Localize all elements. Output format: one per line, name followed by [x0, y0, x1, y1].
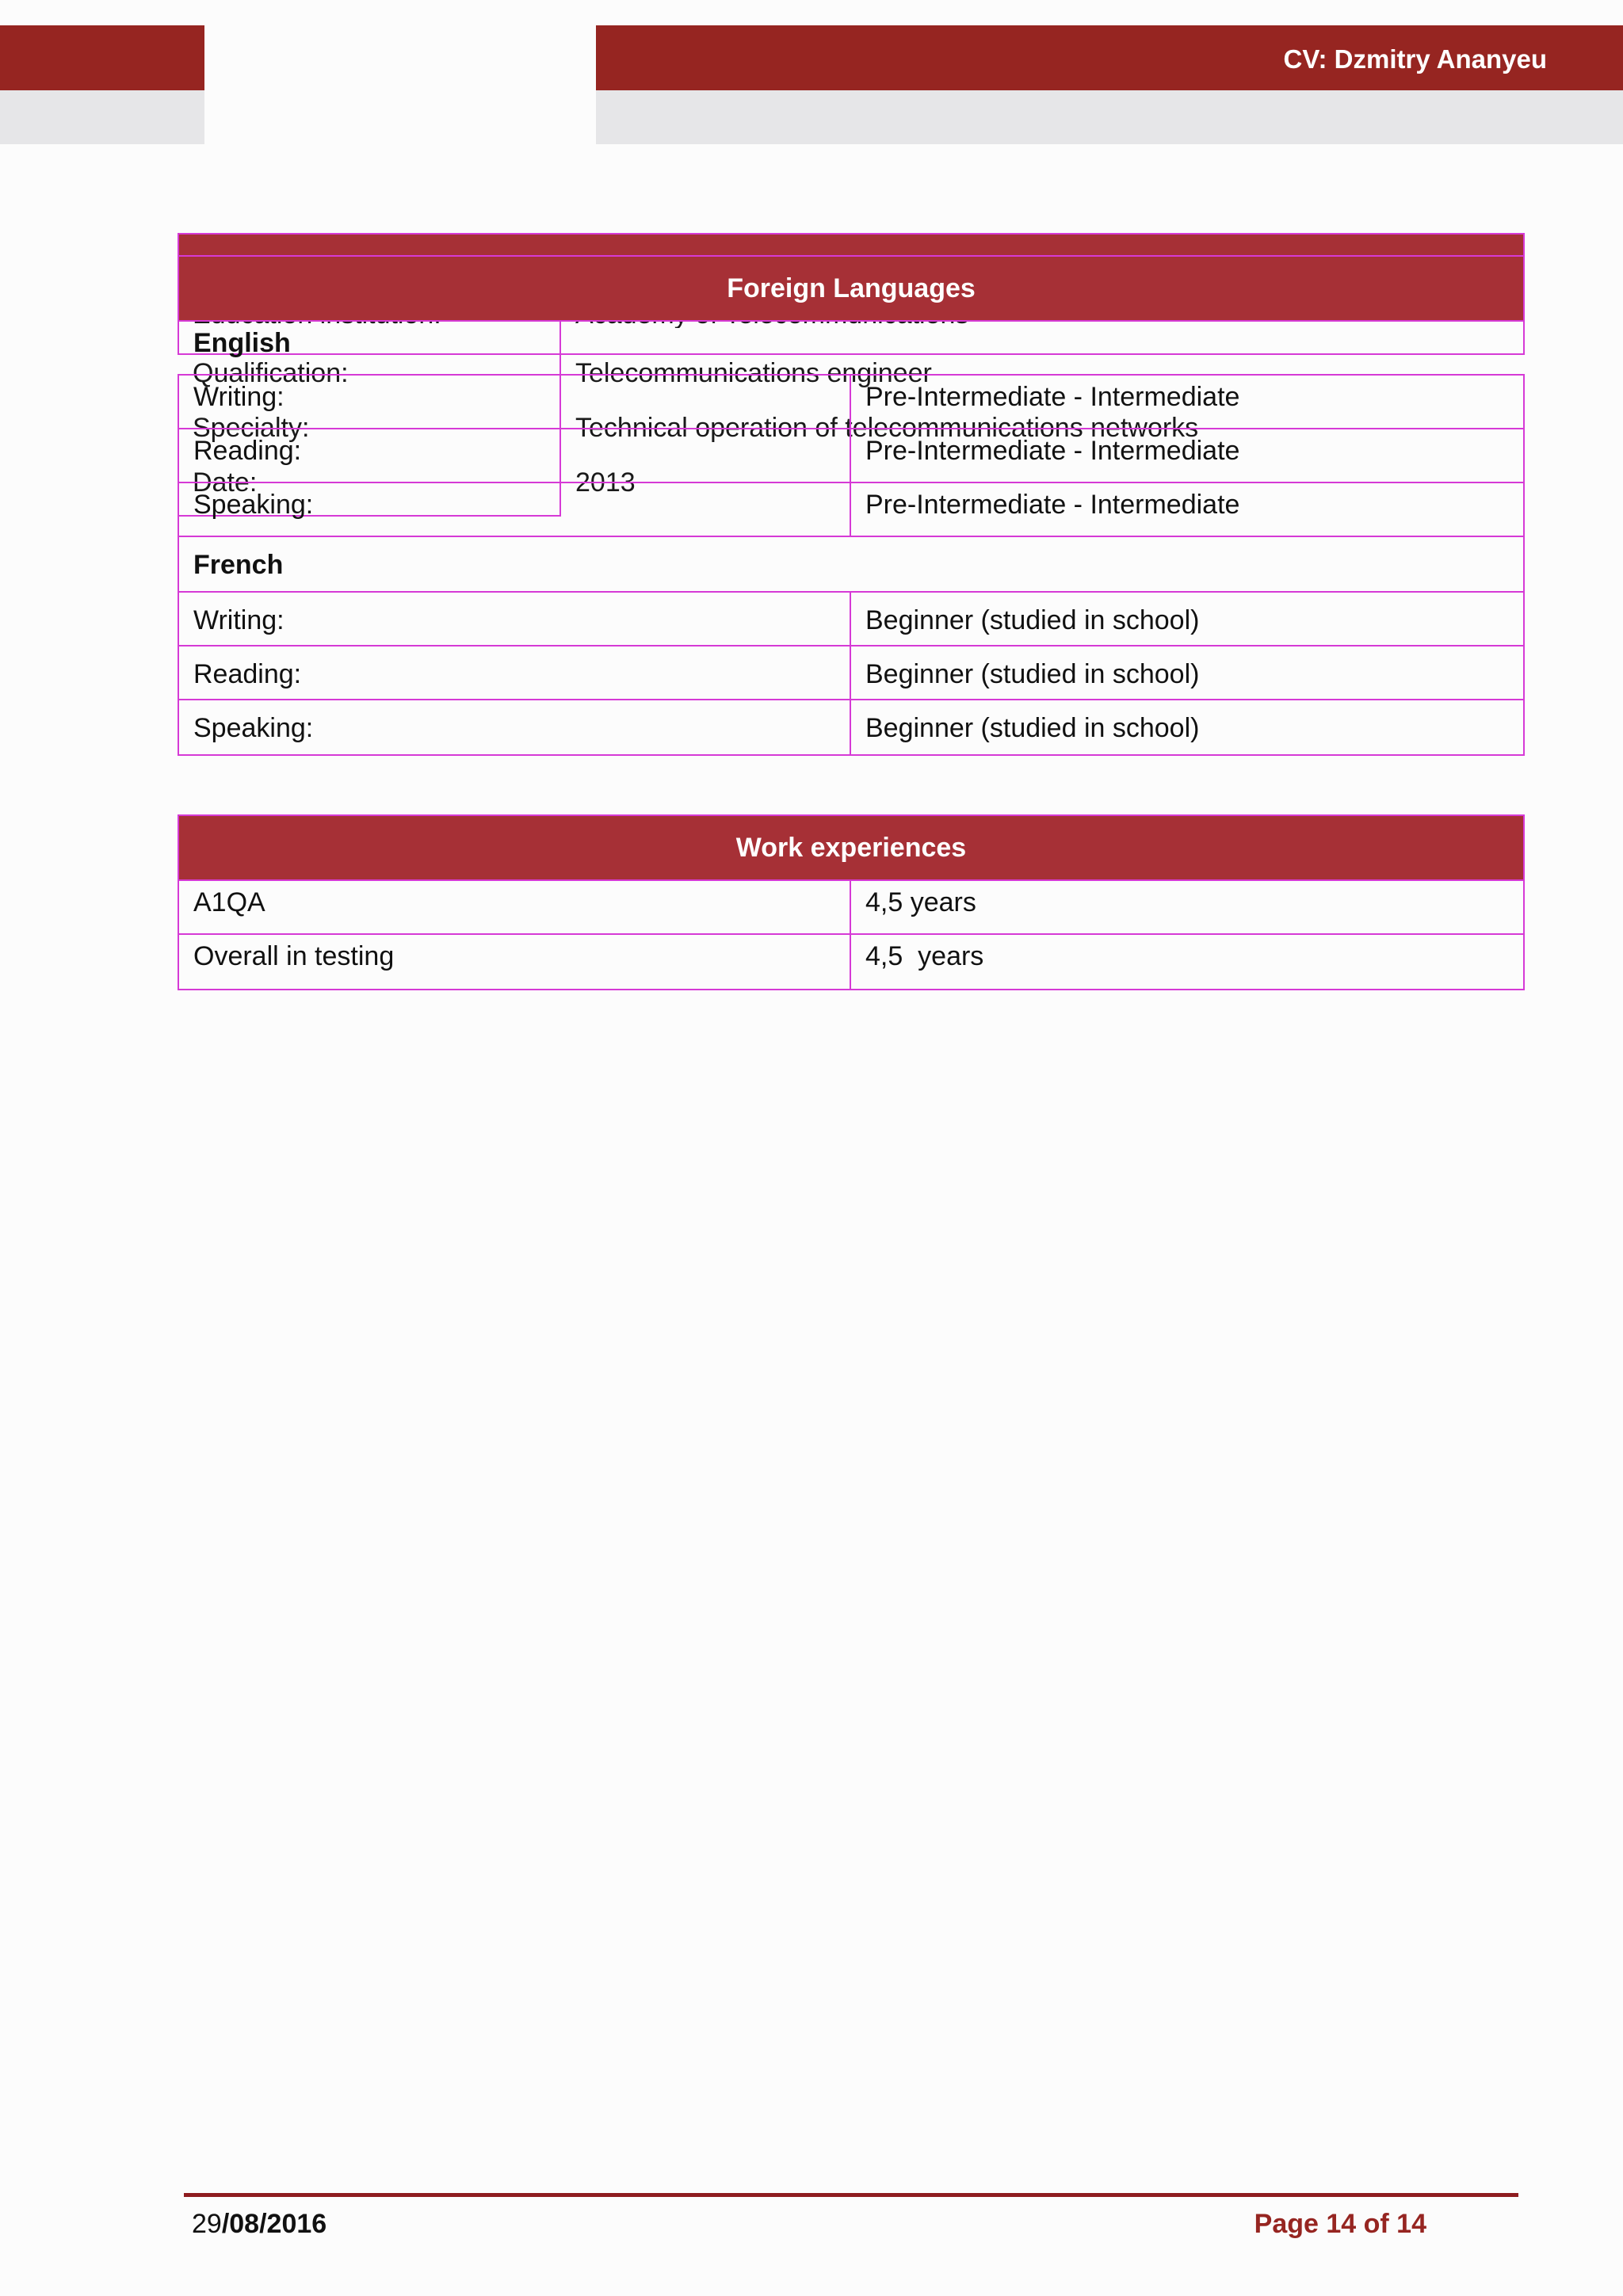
french-speaking-label: Speaking: — [178, 699, 851, 756]
english-writing-label: Writing: — [178, 374, 851, 429]
page-number: Page 14 of 14 — [1254, 2209, 1426, 2239]
language-name-french: French — [178, 536, 1525, 593]
education-date-value: 2013 — [575, 467, 636, 498]
french-speaking-value: Beginner (studied in school) — [850, 699, 1525, 756]
education-header-strip — [178, 233, 1525, 257]
languages-title: Foreign Languages — [178, 255, 1525, 322]
footer-rule — [184, 2193, 1518, 2197]
header-red-band-left — [0, 25, 204, 90]
work-overall-label: Overall in testing — [178, 933, 851, 990]
french-reading-label: Reading: — [178, 645, 851, 700]
english-speaking-label: Speaking: — [178, 482, 851, 537]
work-overall-value: 4,5 years — [850, 933, 1525, 990]
english-reading-label: Reading: — [178, 428, 851, 483]
header-gray-band-right — [596, 90, 1623, 144]
french-reading-value: Beginner (studied in school) — [850, 645, 1525, 700]
english-reading-value: Pre-Intermediate - Intermediate — [850, 428, 1525, 483]
french-writing-value: Beginner (studied in school) — [850, 591, 1525, 646]
education-qualification-value: Telecommunications engineer — [575, 358, 932, 388]
french-writing-label: Writing: — [178, 591, 851, 646]
education-specialty-label: Specialty: — [193, 413, 310, 443]
english-speaking-value: Pre-Intermediate - Intermediate — [850, 482, 1525, 537]
language-name-english: English — [178, 320, 1525, 355]
work-company-value: 4,5 years — [850, 879, 1525, 935]
work-title: Work experiences — [178, 814, 1525, 881]
education-date-label: Date: — [193, 467, 258, 498]
education-qualification-label: Qualification: — [193, 358, 349, 388]
english-writing-value: Pre-Intermediate - Intermediate — [850, 374, 1525, 429]
footer-date-rest: /08/2016 — [221, 2209, 327, 2239]
footer-date — [192, 2209, 327, 2240]
education-specialty-value: Technical operation of telecommunications networks — [575, 413, 1199, 443]
footer-date-day: 29 — [192, 2209, 222, 2239]
work-company-label: A1QA — [178, 879, 851, 935]
cv-title: CV: Dzmitry Ananyeu — [1283, 44, 1547, 74]
header-gray-band-left — [0, 90, 204, 144]
